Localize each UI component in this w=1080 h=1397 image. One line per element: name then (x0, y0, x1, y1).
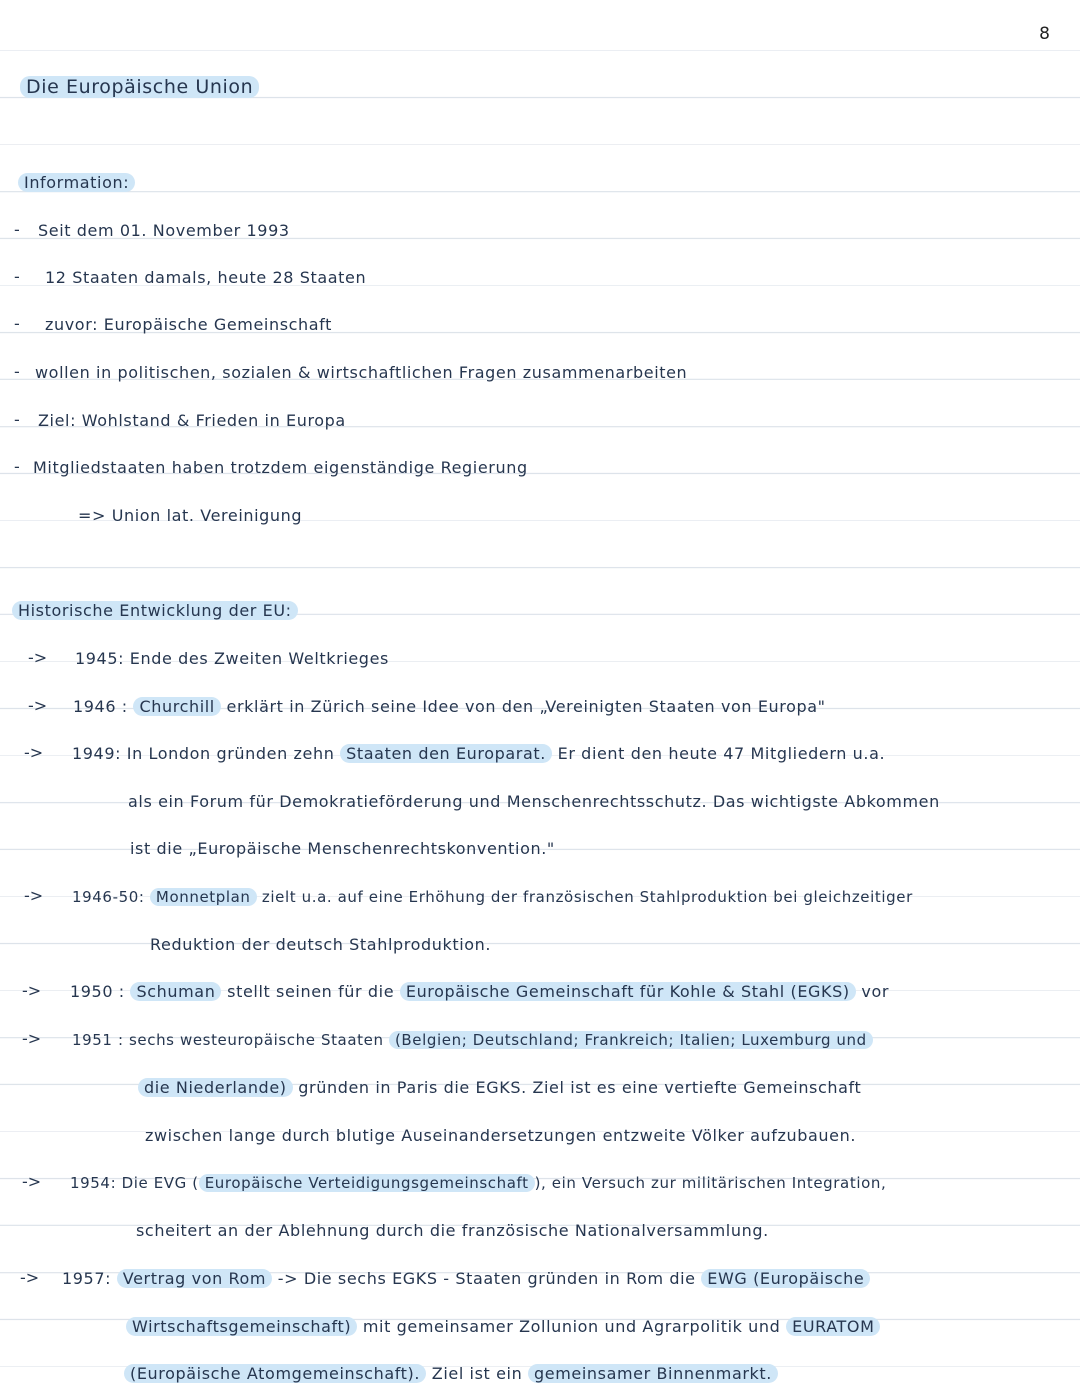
highlight: Europäische Verteidigungsgemeinschaft (199, 1174, 535, 1192)
highlight: Staaten den Europarat. (340, 744, 552, 763)
bullet-dash: - (14, 457, 20, 476)
bullet-dash: - (14, 314, 20, 333)
info-heading-text: Information: (18, 173, 135, 192)
history-1951 (72, 1029, 873, 1051)
highlight: EURATOM (786, 1317, 880, 1336)
arrow-icon: -> (28, 648, 48, 667)
history-1949 (72, 743, 885, 765)
highlight: gemeinsamer Binnenmarkt. (528, 1364, 778, 1383)
page-title (20, 76, 259, 98)
highlight: Churchill (133, 697, 220, 716)
highlight: EWG (Europäische (701, 1269, 870, 1288)
highlight: die Niederlande) (138, 1078, 293, 1097)
highlight: Schuman (130, 982, 221, 1001)
year-label: 1951 : (72, 1031, 124, 1049)
title-text: Die Europäische Union (20, 76, 259, 98)
year-label: 1946-50: (72, 888, 145, 906)
text: Er dient den heute 47 Mitgliedern u.a. (557, 744, 886, 763)
text: sechs westeuropäische Staaten (128, 1031, 384, 1049)
info-item: zuvor: Europäische Gemeinschaft (45, 315, 333, 334)
bullet-dash: - (14, 362, 20, 381)
history-1957-cont (126, 1316, 880, 1338)
arrow-icon: -> (22, 1172, 42, 1191)
history-1946-50-cont: Reduktion der deutsch Stahlproduktion. (150, 935, 492, 954)
bullet-dash: - (14, 267, 20, 286)
info-heading (18, 172, 135, 194)
text: 1949: In London gründen zehn (72, 744, 335, 763)
text: ), ein Versuch zur militärischen Integration, (534, 1174, 887, 1192)
page-number: 8 (1039, 24, 1050, 44)
info-item: Ziel: Wohlstand & Frieden in Europa (38, 411, 346, 430)
history-1954 (70, 1172, 886, 1194)
history-1949-cont: als ein Forum für Demokratieförderung und Menschenrechtsschutz. Das wichtigste Abkommen (128, 792, 940, 811)
history-1946 (73, 696, 826, 718)
info-item: Seit dem 01. November 1993 (38, 221, 290, 240)
arrow-icon: -> (22, 981, 42, 1000)
text: gründen in Paris die EGKS. Ziel ist es eine vertiefte Gemeinschaft (298, 1078, 862, 1097)
year-label: 1950 : (70, 982, 125, 1001)
history-1957-cont (124, 1363, 778, 1385)
bullet-dash: - (14, 410, 20, 429)
history-1951-cont: zwischen lange durch blutige Auseinandersetzungen entzweite Völker aufzubauen. (145, 1126, 857, 1145)
highlight: Europäische Gemeinschaft für Kohle & Stahl (EGKS) (400, 982, 856, 1001)
text: vor (861, 982, 890, 1001)
text: Ziel ist ein (431, 1364, 523, 1383)
info-item: Mitgliedstaaten haben trotzdem eigenständige Regierung (33, 458, 528, 477)
year-label: 1957: (62, 1269, 112, 1288)
arrow-icon: -> (22, 1029, 42, 1048)
text: 1954: Die EVG ( (70, 1174, 199, 1192)
history-1945: 1945: Ende des Zweiten Weltkrieges (75, 649, 389, 668)
text: mit gemeinsamer Zollunion und Agrarpolitik und (362, 1317, 781, 1336)
highlight: Vertrag von Rom (117, 1269, 272, 1288)
arrow-icon: -> (28, 696, 48, 715)
text: zielt u.a. auf eine Erhöhung der französischen Stahlproduktion bei gleichzeitiger (261, 888, 913, 906)
history-1954-cont: scheitert an der Ablehnung durch die französische Nationalversammlung. (136, 1221, 769, 1240)
arrow-icon: -> (24, 743, 44, 762)
history-1957 (62, 1268, 870, 1290)
text: erklärt in Zürich seine Idee von den „Vereinigten Staaten von Europa" (226, 697, 826, 716)
highlight: Wirtschaftsgemeinschaft) (126, 1317, 357, 1336)
history-heading-text: Historische Entwicklung der EU: (12, 601, 298, 620)
text: stellt seinen für die (227, 982, 395, 1001)
info-item: wollen in politischen, sozialen & wirtschaftlichen Fragen zusammenarbeiten (35, 363, 688, 382)
arrow-icon: -> (20, 1268, 40, 1287)
history-1949-cont: ist die „Europäische Menschenrechtskonvention." (130, 839, 555, 858)
text: -> Die sechs EGKS - Staaten gründen in Rom die (277, 1269, 696, 1288)
info-item: 12 Staaten damals, heute 28 Staaten (45, 268, 367, 287)
history-1946-50 (72, 886, 913, 908)
history-1950 (70, 981, 889, 1003)
year-label: 1946 : (73, 697, 128, 716)
highlight: Monnetplan (150, 888, 257, 906)
history-1951-cont (138, 1077, 861, 1099)
arrow-icon: -> (24, 886, 44, 905)
bullet-dash: - (14, 220, 20, 239)
info-note: => Union lat. Vereinigung (78, 506, 303, 525)
highlight: (Belgien; Deutschland; Frankreich; Italien; Luxemburg und (389, 1031, 873, 1049)
history-heading (12, 600, 298, 622)
highlight: (Europäische Atomgemeinschaft). (124, 1364, 426, 1383)
